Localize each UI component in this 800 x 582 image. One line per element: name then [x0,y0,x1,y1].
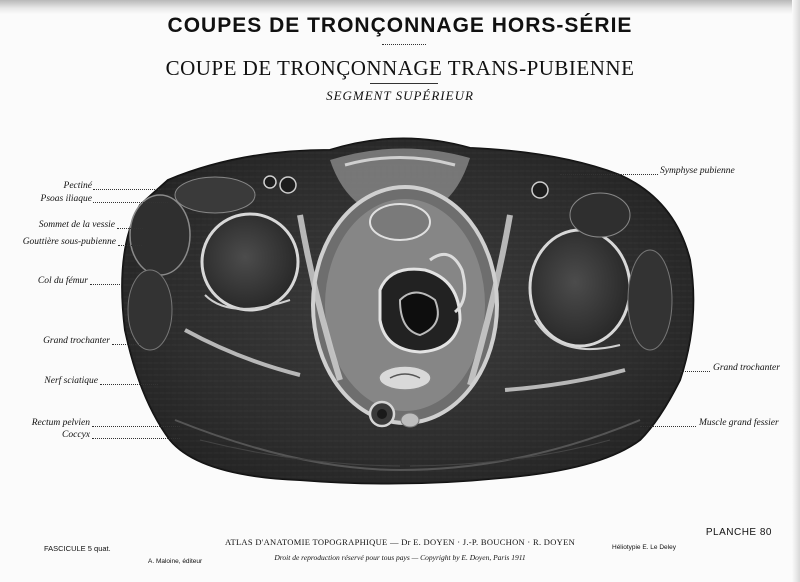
coccyx-section [401,413,419,427]
leader-grand-trochanter-right [680,371,710,372]
leader-psoas [93,202,168,203]
label-gouttiere: Gouttière sous-pubienne [22,237,116,247]
leader-grand-trochanter-left [112,344,142,345]
label-grand-trochanter-left: Grand trochanter [43,336,110,346]
label-psoas-iliaque: Psoas iliaque [40,194,92,204]
left-femur-head [202,214,298,310]
copyright-line: Droit de reproduction réservé pour tous pays — Copyright by E. Doyen, Paris 1911 [274,553,526,562]
label-grand-trochanter-right: Grand trochanter [713,363,780,373]
leader-col-femur [90,284,120,285]
plate-subtitle: COUPE DE TRONÇONNAGE TRANS-PUBIENNE [165,56,635,80]
left-psoas [175,177,255,213]
label-symphyse-pubienne: Symphyse pubienne [660,166,735,176]
label-sommet-vessie: Sommet de la vessie [38,220,115,230]
leader-nerf-sciatique [100,384,158,385]
left-lateral-muscle [130,195,190,275]
editor-line: A. Maloine, éditeur [148,558,203,565]
atlas-credit-line: ATLAS D'ANATOMIE TOPOGRAPHIQUE — Dr E. DOYEN · J.-P. BOUCHON · R. DOYEN [224,537,576,547]
leader-sommet-vessie [117,228,143,229]
leader-coccyx [92,438,180,439]
segment-label: SEGMENT SUPÉRIEUR [326,88,474,103]
label-pectine: Pectiné [63,181,92,191]
plate-title: COUPES DE TRONÇONNAGE HORS-SÉRIE [167,14,633,37]
label-muscle-grand-fessier: Muscle grand fessier [699,418,779,428]
heliotypie-line: Héliotypie E. Le Deley [612,544,676,551]
label-nerf-sciatique: Nerf sciatique [44,376,98,386]
planche-number: PLANCHE 80 [705,527,772,538]
right-femur-head [530,230,630,346]
leader-rectum-pelvien [92,426,180,427]
label-col-femur: Col du fémur [37,276,88,286]
label-coccyx: Coccyx [62,430,90,440]
leader-symphyse [560,174,658,175]
leader-grand-fessier [640,426,696,427]
leader-gouttiere [118,245,142,246]
fascicule-label: FASCICULE 5 quat. [44,544,111,553]
leader-pectine [93,189,161,190]
right-lateral-muscle [570,193,630,237]
bladder-apex [370,204,430,240]
label-rectum-pelvien: Rectum pelvien [31,418,90,428]
